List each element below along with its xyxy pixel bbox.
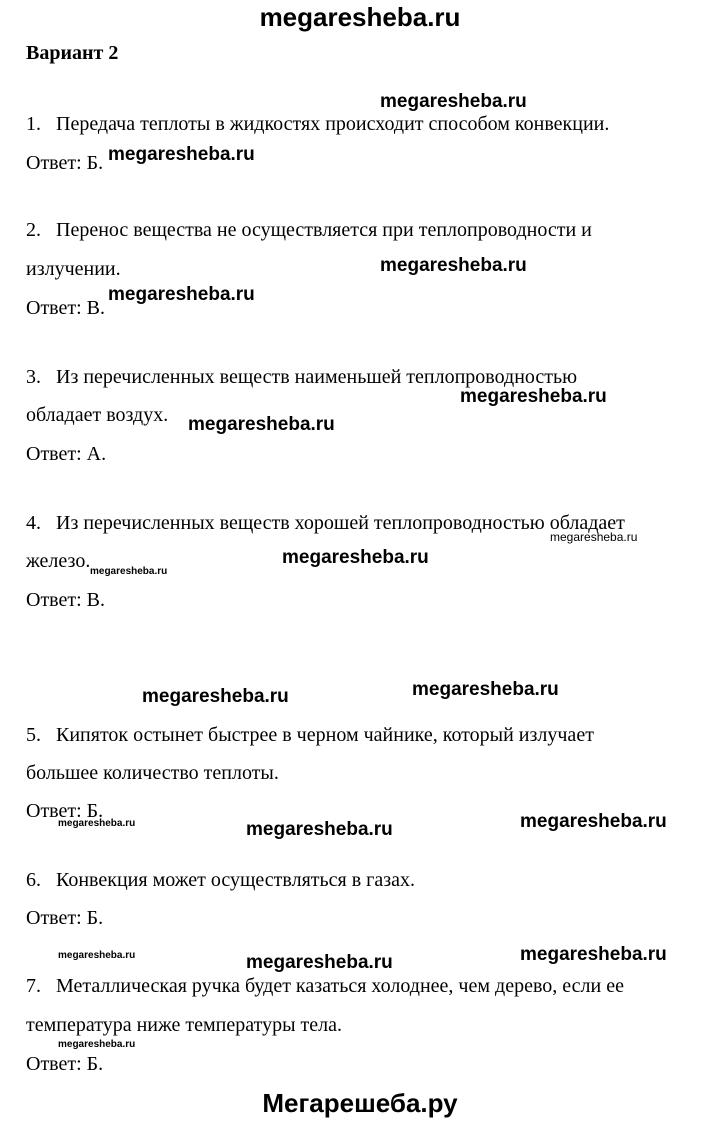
item-4-number: 4.	[26, 512, 41, 534]
watermark: megaresheba.ru	[282, 547, 429, 568]
site-footer: Мегарешеба.ру	[262, 1088, 458, 1118]
variant-title: Вариант 2	[26, 42, 119, 64]
item-2-line-2: излучении.	[26, 258, 121, 280]
item-2-number: 2.	[26, 219, 41, 241]
item-7-answer: Ответ: Б.	[26, 1053, 104, 1075]
watermark: megaresheba.ru	[188, 414, 335, 435]
item-3-number: 3.	[26, 366, 41, 388]
item-3-line-2: обладает воздух.	[26, 404, 169, 426]
item-4-line-1	[26, 512, 625, 535]
item-4-line-2: железо.	[26, 550, 91, 572]
watermark: megaresheba.ru	[108, 284, 255, 305]
item-6-line-1	[26, 869, 415, 892]
watermark: megaresheba.ru	[460, 386, 607, 407]
item-3-text: Из перечисленных веществ наименьшей теплопроводностью	[56, 366, 578, 388]
watermark: megaresheba.ru	[380, 91, 527, 112]
item-2-text: Перенос вещества не осуществляется при теплопроводности и	[56, 219, 592, 241]
item-4-answer: Ответ: В.	[26, 589, 106, 611]
item-1-number: 1.	[26, 113, 41, 135]
item-7-line-2: температура ниже температуры тела.	[26, 1014, 343, 1036]
item-6-number: 6.	[26, 869, 41, 891]
item-5-answer: Ответ: Б.	[26, 800, 104, 822]
item-1-line-1	[26, 113, 609, 136]
watermark: megaresheba.ru	[90, 566, 168, 577]
watermark: megaresheba.ru	[520, 944, 667, 965]
watermark: megaresheba.ru	[58, 818, 136, 829]
watermark: megaresheba.ru	[246, 819, 393, 840]
item-4-text: Из перечисленных веществ хорошей теплопроводностью обладает	[56, 512, 625, 534]
item-6-answer: Ответ: Б.	[26, 907, 104, 929]
item-1-answer: Ответ: Б.	[26, 152, 104, 174]
watermark: megaresheba.ru	[246, 952, 393, 973]
item-1-text: Передача теплоты в жидкостях происходит способом конвекции.	[56, 113, 610, 135]
watermark: megaresheba.ru	[142, 686, 289, 707]
item-5-line-2: большее количество теплоты.	[26, 762, 279, 784]
item-6-text: Конвекция может осуществляться в газах.	[56, 869, 416, 891]
item-7-number: 7.	[26, 975, 41, 997]
watermark: megaresheba.ru	[58, 950, 136, 961]
item-7-line-1	[26, 975, 624, 998]
watermark: megaresheba.ru	[520, 811, 667, 832]
watermark: megaresheba.ru	[380, 255, 527, 276]
item-5-number: 5.	[26, 724, 41, 746]
item-7-text: Металлическая ручка будет казаться холоднее, чем дерево, если ее	[56, 975, 624, 997]
item-5-line-1	[26, 724, 594, 747]
item-5-text: Кипяток остынет быстрее в черном чайнике, который излучает	[56, 724, 594, 746]
watermark: megaresheba.ru	[550, 530, 638, 544]
watermark: megaresheba.ru	[58, 1039, 136, 1050]
item-3-answer: Ответ: А.	[26, 443, 107, 465]
item-2-line-1	[26, 219, 592, 242]
watermark: megaresheba.ru	[108, 144, 255, 165]
item-2-answer: Ответ: В.	[26, 297, 106, 319]
watermark: megaresheba.ru	[412, 679, 559, 700]
site-header: megaresheba.ru	[259, 2, 461, 32]
